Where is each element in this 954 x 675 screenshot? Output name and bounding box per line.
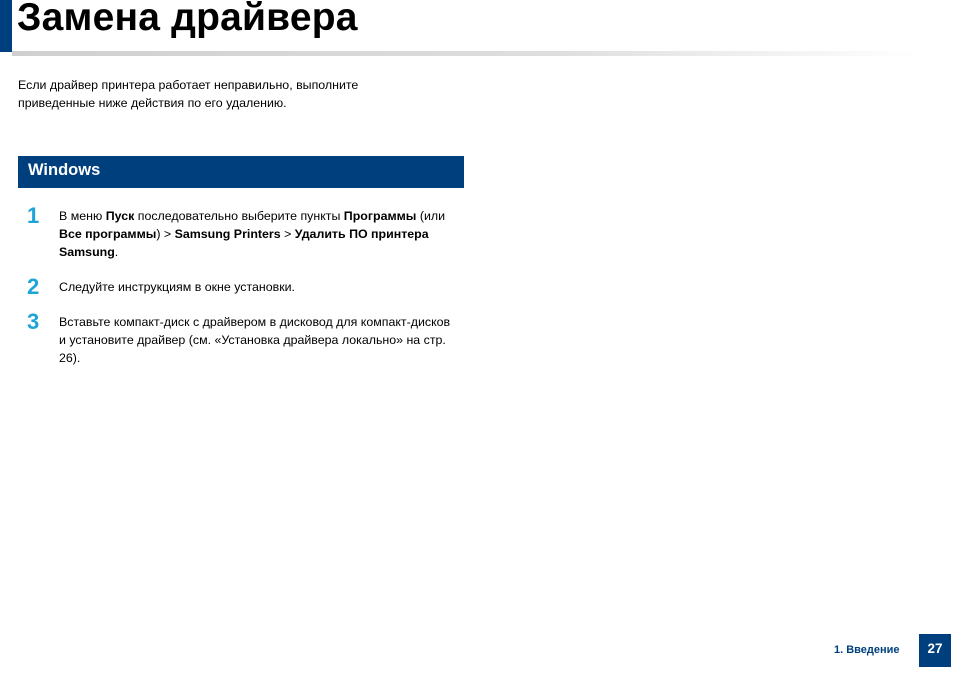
section-heading-label: Windows [28,161,101,179]
menu-programs-label: Программы [343,209,417,223]
title-divider [12,51,917,56]
menu-uninstall-label: Удалить ПО принтера Samsung [59,227,429,259]
text-run: . [114,245,119,259]
section-heading-windows [18,156,464,188]
page-title: Замена драйвера [17,0,358,39]
page-number-badge: 27 [919,634,951,667]
text-run: ) > [156,227,175,241]
step-text [59,207,461,261]
footer-chapter-link[interactable]: 1. Введение [834,644,900,656]
menu-all-programs-label: Все программы [59,227,157,241]
menu-start-label: Пуск [105,209,135,223]
step-text: Следуйте инструкциям в окне установки. [59,280,295,294]
text-run: (или [416,209,446,223]
intro-paragraph: Если драйвер принтера работает неправильно, выполните приведенные ниже действия по его удалению. [18,78,359,110]
step-text: Вставьте компакт-диск с драйвером в дисковод для компакт-дисков и установите драйвер (см. «Установка драйвера локально» на стр. 26). [59,315,451,365]
text-run: последовательно выберите пункты [134,209,344,223]
step-number: 3 [27,309,40,334]
text-run: > [280,227,295,241]
menu-samsung-printers-label: Samsung Printers [174,227,281,241]
step-number: 1 [27,203,40,228]
step-number: 2 [27,274,40,299]
title-accent-bar [0,0,12,52]
text-run: В меню [59,209,106,223]
